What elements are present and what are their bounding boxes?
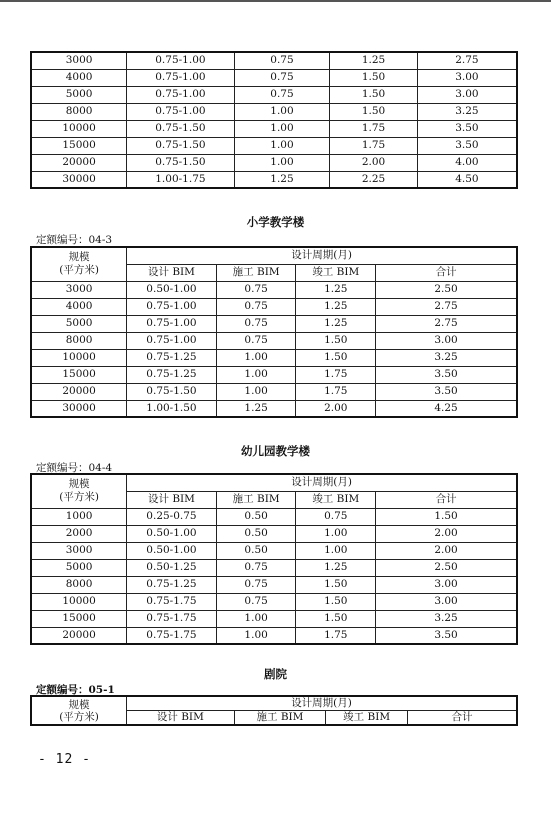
table-row [31,576,517,593]
table-cell: 5000 [31,86,127,103]
table-cell: 3.50 [376,383,517,400]
section-title-kindergarten: 幼儿园教学楼 [241,444,310,458]
table-row [31,332,517,349]
table-cell: 15000 [31,366,127,383]
table-cell: 8000 [31,576,127,593]
table-cell: 15000 [31,137,127,154]
table-kindergarten-body [31,508,517,644]
table-cell: 1.25 [296,559,376,576]
table-row [31,542,517,559]
table-cell: 3.50 [417,120,517,137]
table-row [31,281,517,298]
table-cell: 1.50 [376,508,517,525]
table-cell: 3.50 [376,366,517,383]
table-cell: 0.50-1.00 [127,281,217,298]
table-row [31,120,517,137]
table-kindergarten [30,473,518,645]
header-total: 合计 [407,711,517,726]
table-cell: 1.50 [296,332,376,349]
table-cell: 3.00 [376,332,517,349]
table-cell: 1.00 [216,610,296,627]
table-cell: 2.50 [376,281,517,298]
table-row [31,52,517,69]
table-cell: 1.50 [330,69,418,86]
table-cell: 1.00 [216,383,296,400]
header-period: 设计周期(月) [127,247,517,264]
table-row [31,298,517,315]
table-row [31,349,517,366]
table-cell: 4000 [31,69,127,86]
table-cell: 0.50 [216,508,296,525]
top-rule [0,0,551,2]
table-cell: 3.00 [376,576,517,593]
table-cell: 1.00 [216,366,296,383]
table-cell: 1.25 [234,171,330,188]
table-cell: 1.25 [296,315,376,332]
table-cell: 0.75-1.00 [127,52,235,69]
table-cell: 8000 [31,103,127,120]
table-cell: 20000 [31,627,127,644]
table-cell: 2.00 [376,542,517,559]
header-scale-line1: 规模 [68,478,90,491]
table-cell: 1.25 [296,298,376,315]
section-title-theater: 剧院 [264,667,287,681]
table-cell: 1.25 [216,400,296,417]
table-cell: 4.00 [417,154,517,171]
table-row [31,593,517,610]
table-row [31,383,517,400]
table-cell: 0.75-1.50 [127,137,235,154]
table-cell: 0.75-1.50 [127,383,217,400]
table-row [31,627,517,644]
table-cell: 0.50 [216,542,296,559]
header-construction-bim: 施工 BIM [234,711,326,726]
table-cell: 1.50 [330,86,418,103]
table-cell: 0.75 [234,86,330,103]
table-row [31,508,517,525]
table-cell: 1.00 [234,137,330,154]
table-cell: 0.75-1.25 [127,576,217,593]
table-cell: 2.75 [376,315,517,332]
table-cell: 0.75-1.00 [127,315,217,332]
table-cell: 3000 [31,542,127,559]
table-cell: 0.75 [216,576,296,593]
header-scale-line1: 规模 [68,251,90,264]
table-cell: 0.75 [234,52,330,69]
header-total: 合计 [376,264,517,281]
table-cell: 2.00 [330,154,418,171]
table-cell: 0.75-1.75 [127,593,217,610]
header-scale-line1: 规模 [68,698,90,711]
table-cell: 2.50 [376,559,517,576]
table-row [31,154,517,171]
table-cell: 2000 [31,525,127,542]
table-continued-body [31,52,517,188]
header-total: 合计 [376,491,517,508]
table-cell: 4.25 [376,400,517,417]
table-cell: 1.75 [296,366,376,383]
table-cell: 0.75 [234,69,330,86]
header-completion-bim: 竣工 BIM [296,264,376,281]
table-cell: 0.75-1.50 [127,120,235,137]
table-cell: 0.75-1.50 [127,154,235,171]
table-cell: 1000 [31,508,127,525]
table-cell: 5000 [31,315,127,332]
table-cell: 0.75 [216,559,296,576]
table-cell: 1.00 [234,154,330,171]
table-cell: 10000 [31,349,127,366]
table-cell: 0.75-1.00 [127,103,235,120]
header-construction-bim: 施工 BIM [216,264,296,281]
table-row [31,69,517,86]
table-cell: 1.50 [296,593,376,610]
table-cell: 0.50-1.25 [127,559,217,576]
header-scale [31,474,127,508]
table-cell: 1.75 [330,120,418,137]
header-completion-bim: 竣工 BIM [326,711,408,726]
table-cell: 1.00-1.75 [127,171,235,188]
table-cell: 0.75 [216,315,296,332]
header-period: 设计周期(月) [127,474,517,491]
table-cell: 1.25 [296,281,376,298]
table-cell: 1.00-1.50 [127,400,217,417]
table-cell: 30000 [31,171,127,188]
table-cell: 20000 [31,154,127,171]
table-primary-school [30,246,518,418]
header-design-bim: 设计 BIM [127,711,235,726]
header-scale [31,696,127,725]
table-row [31,559,517,576]
table-row [31,315,517,332]
table-cell: 0.75-1.00 [127,69,235,86]
table-cell: 15000 [31,610,127,627]
table-cell: 20000 [31,383,127,400]
table-cell: 1.50 [296,349,376,366]
table-cell: 1.00 [234,103,330,120]
table-cell: 3.50 [376,627,517,644]
table-cell: 2.00 [296,400,376,417]
table-cell: 0.75-1.75 [127,627,217,644]
table-cell: 0.75-1.00 [127,332,217,349]
header-scale-line2: (平方米) [59,264,99,277]
table-cell: 0.25-0.75 [127,508,217,525]
table-cell: 3.25 [376,349,517,366]
table-cell: 3.00 [376,593,517,610]
header-scale [31,247,127,281]
header-scale-line2: (平方米) [59,710,99,723]
header-scale-line2: (平方米) [59,491,99,504]
table-cell: 4000 [31,298,127,315]
table-cell: 0.75 [216,332,296,349]
section-title-primary-school: 小学教学楼 [246,215,305,229]
table-cell: 0.75 [216,298,296,315]
header-construction-bim: 施工 BIM [216,491,296,508]
table-cell: 4.50 [417,171,517,188]
table-row [31,103,517,120]
table-cell: 1.75 [296,627,376,644]
table-row [31,610,517,627]
table-cell: 0.75-1.00 [127,298,217,315]
table-row [31,86,517,103]
table-cell: 1.75 [330,137,418,154]
table-cell: 3.25 [376,610,517,627]
table-row [31,400,517,417]
table-cell: 1.00 [216,627,296,644]
table-cell: 3.00 [417,86,517,103]
header-design-bim: 设计 BIM [127,491,217,508]
table-cell: 3.00 [417,69,517,86]
quota-code-04-3: 定额编号：04-3 [36,234,113,246]
table-cell: 0.75-1.25 [127,366,217,383]
table-cell: 3.25 [417,103,517,120]
table-row [31,366,517,383]
table-cell: 0.75 [296,508,376,525]
table-cell: 5000 [31,559,127,576]
quota-code-05-1: 定额编号：05-1 [36,684,115,696]
header-design-bim: 设计 BIM [127,264,217,281]
table-cell: 3000 [31,281,127,298]
table-cell: 0.50 [216,525,296,542]
table-cell: 1.25 [330,52,418,69]
table-cell: 1.00 [216,349,296,366]
table-cell: 1.50 [330,103,418,120]
table-cell: 2.00 [376,525,517,542]
table-cell: 1.00 [234,120,330,137]
quota-code-04-4: 定额编号：04-4 [36,462,113,474]
table-cell: 8000 [31,332,127,349]
table-cell: 1.00 [296,525,376,542]
table-cell: 30000 [31,400,127,417]
table-cell: 0.75 [216,593,296,610]
page-number: - 12 - [38,752,91,767]
table-cell: 0.75-1.75 [127,610,217,627]
table-theater [30,695,518,726]
table-row [31,171,517,188]
table-cell: 10000 [31,120,127,137]
table-cell: 1.00 [296,542,376,559]
table-cell: 0.50-1.00 [127,525,217,542]
table-cell: 1.75 [296,383,376,400]
table-cell: 2.25 [330,171,418,188]
table-cell: 0.75-1.25 [127,349,217,366]
table-cell: 3000 [31,52,127,69]
table-row [31,525,517,542]
table-cell: 3.50 [417,137,517,154]
table-row [31,137,517,154]
header-period: 设计周期(月) [127,696,517,711]
table-cell: 2.75 [417,52,517,69]
table-cell: 0.75-1.00 [127,86,235,103]
header-completion-bim: 竣工 BIM [296,491,376,508]
table-cell: 1.50 [296,576,376,593]
table-cell: 1.50 [296,610,376,627]
table-continued [30,51,518,189]
table-primary-school-body [31,281,517,417]
table-cell: 2.75 [376,298,517,315]
table-cell: 0.50-1.00 [127,542,217,559]
table-cell: 0.75 [216,281,296,298]
table-cell: 10000 [31,593,127,610]
